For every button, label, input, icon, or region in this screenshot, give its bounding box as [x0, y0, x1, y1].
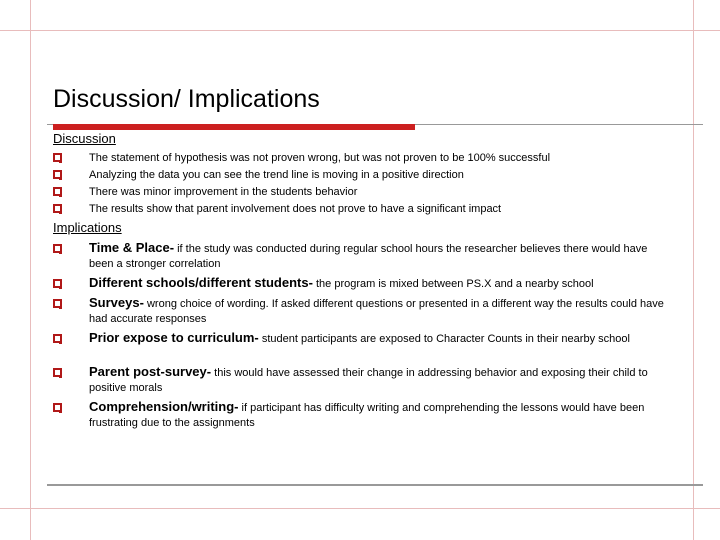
implication-lead: Prior expose to curriculum-: [89, 330, 259, 345]
bullet-icon: [53, 170, 62, 179]
implication-text: the program is mixed between PS.X and a nearby school: [312, 278, 594, 290]
bullet-icon: [53, 244, 62, 253]
discussion-heading: Discussion: [53, 131, 116, 146]
discussion-item-text: There was minor improvement in the students behavior: [89, 186, 358, 198]
frame-line-top: [0, 30, 720, 31]
discussion-item-text: The results show that parent involvement does not prove to have a significant impact: [89, 203, 502, 215]
title-accent-bar: [53, 124, 415, 130]
bullet-icon: [53, 368, 62, 377]
frame-line-bottom: [0, 508, 720, 509]
discussion-item-text: The statement of hypothesis was not proven wrong, but was not proven to be 100% successful: [89, 152, 551, 164]
implication-text: student participants are exposed to Character Counts in their nearby school: [258, 333, 630, 345]
frame-line-left: [30, 0, 31, 540]
bullet-icon: [53, 153, 62, 162]
implication-text: if participant has difficulty writing and comprehending the lessons would have been frustrating due to the assignments: [89, 402, 645, 429]
implication-lead: Time & Place-: [89, 240, 175, 255]
discussion-item-text: Analyzing the data you can see the trend line is moving in a positive direction: [89, 169, 464, 181]
bullet-icon: [53, 334, 62, 343]
bullet-icon: [53, 279, 62, 288]
implication-text: this would have assessed their change in addressing behavior and exposing their child to positive morals: [89, 367, 648, 394]
implication-text: wrong choice of wording. If asked different questions or presented in a different way the results could have had accurate responses: [89, 298, 664, 325]
implication-text: if the study was conducted during regular school hours the researcher believes there would have been a stronger correlation: [89, 243, 648, 270]
implication-lead: Comprehension/writing-: [89, 399, 239, 414]
implication-lead: Different schools/different students-: [89, 275, 313, 290]
implication-lead: Surveys-: [89, 295, 144, 310]
slide-title: Discussion/ Implications: [53, 85, 320, 113]
bullet-icon: [53, 299, 62, 308]
bullet-icon: [53, 403, 62, 412]
frame-line-right: [693, 0, 694, 540]
implications-heading: Implications: [53, 220, 122, 235]
implication-lead: Parent post-survey-: [89, 364, 212, 379]
bullet-icon: [53, 187, 62, 196]
bottom-divider: [47, 484, 703, 486]
bullet-icon: [53, 204, 62, 213]
